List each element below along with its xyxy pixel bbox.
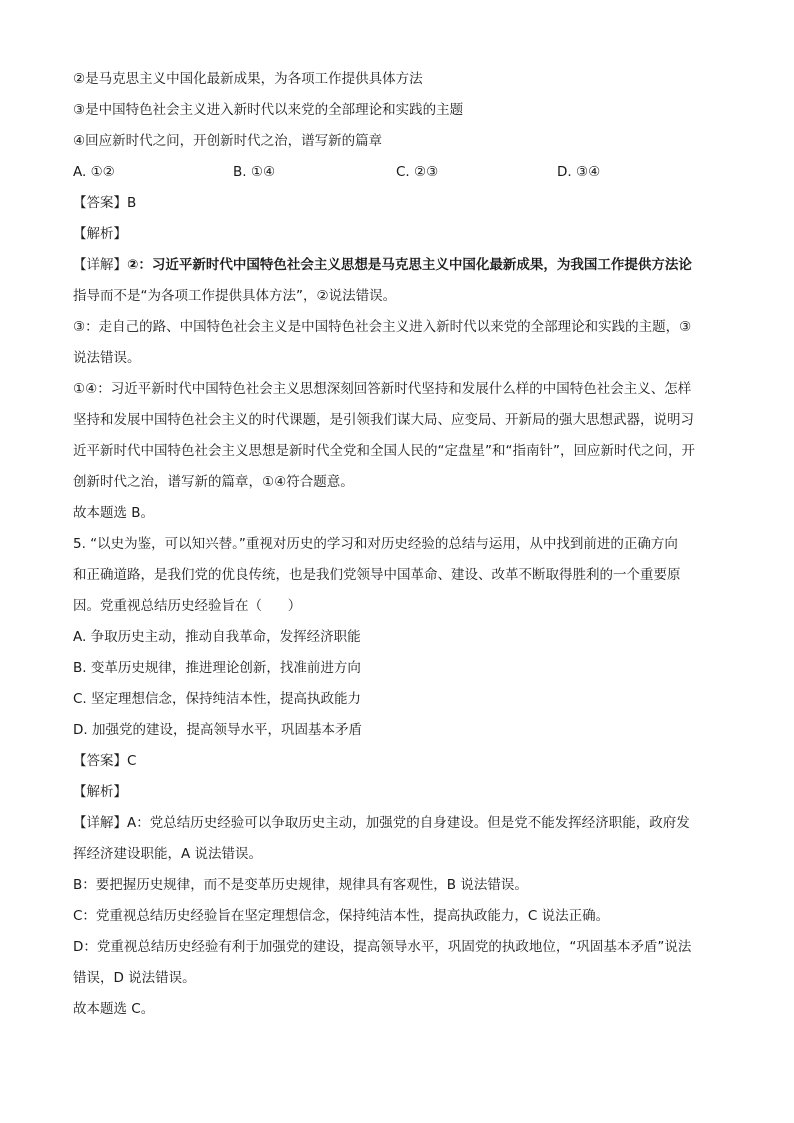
q5-answer — [73, 746, 723, 777]
q4-detail-line: 近平新时代中国特色社会主义思想是新时代全党和全国人民的“定盘星”和“指南针”，回应新时代之问，开 — [73, 443, 695, 459]
q4-detail-line: ③：走自己的路、中国特色社会主义是中国特色社会主义进入新时代以来党的全部理论和实践的主题，③ — [73, 319, 692, 335]
statement-3: ③是中国特色社会主义进入新时代以来党的全部理论和实践的主题 — [73, 102, 464, 118]
q4-detail-line: 创新时代之治，谱写新的篇章，①④符合题意。 — [73, 474, 354, 490]
q5-option-a: A. 争取历史主动，推动自我革命，发挥经济职能 — [73, 629, 361, 645]
detail-text: ②：习近平新时代中国特色社会主义思想是马克思主义中国化最新成果，为我国工作提供方法论 — [127, 257, 692, 273]
q4-detail-line — [73, 250, 723, 281]
q5-detail-line: B：要把握历史规律，而不是变革历史规律，规律具有客观性，B 说法错误。 — [73, 877, 528, 893]
q4-options — [73, 157, 723, 188]
answer-value: B — [127, 195, 137, 211]
answer-value: C — [127, 753, 137, 769]
detail-label: 【详解】 — [73, 257, 127, 273]
statement-2: ②是马克思主义中国化最新成果，为各项工作提供具体方法 — [73, 71, 423, 87]
q5-stem-line: 和正确道路，是我们党的优良传统，也是我们党领导中国革命、建设、改革不断取得胜利的一个重要原 — [73, 567, 681, 583]
q5-option-d: D. 加强党的建设，提高领导水平，巩固基本矛盾 — [73, 722, 362, 738]
q5-stem-line: 5. “以史为鉴，可以知兴替。”重视对历史的学习和对历史经验的总结与运用，从中找到前进的正确方向 — [73, 536, 678, 552]
q4-detail-line: 指导而不是“为各项工作提供具体方法”，②说法错误。 — [73, 288, 397, 304]
statement-4: ④回应新时代之问，开创新时代之治，谱写新的篇章 — [73, 133, 383, 149]
answer-label: 【答案】 — [73, 753, 127, 769]
q4-conclusion: 故本题选 B。 — [73, 505, 155, 521]
q4-detail-line: 坚持和发展中国特色社会主义的时代课题，是引领我们谋大局、应变局、开新局的强大思想武器，说明习 — [73, 412, 694, 428]
detail-text: A：党总结历史经验可以争取历史主动，加强党的自身建设。但是党不能发挥经济职能，政府发 — [127, 815, 690, 831]
q5-option-c: C. 坚定理想信念，保持纯洁本性，提高执政能力 — [73, 691, 362, 707]
q4-option-a: A. ①② — [73, 164, 115, 180]
q5-detail-line: D：党重视总结历史经验有利于加强党的建设，提高领导水平，巩固党的执政地位，“巩固基本矛盾”说法 — [73, 939, 692, 955]
q5-detail-line: 挥经济建设职能，A 说法错误。 — [73, 846, 263, 862]
q5-detail-line: C：党重视总结历史经验旨在坚定理想信念，保持纯洁本性，提高执政能力，C 说法正确。 — [73, 908, 610, 924]
q5-stem-line: 因。党重视总结历史经验旨在（ ） — [73, 598, 302, 614]
q4-option-d: D. ③④ — [557, 164, 601, 180]
q5-option-b: B. 变革历史规律，推进理论创新，找准前进方向 — [73, 660, 361, 676]
q5-detail-line — [73, 808, 723, 839]
q5-analysis-label: 【解析】 — [73, 784, 127, 800]
q4-detail-line: 说法错误。 — [73, 350, 141, 366]
document-content — [73, 64, 723, 1025]
q4-analysis-label: 【解析】 — [73, 226, 127, 242]
q4-detail-line: ①④：习近平新时代中国特色社会主义思想深刻回答新时代坚持和发展什么样的中国特色社会主义、怎样 — [73, 381, 692, 397]
answer-label: 【答案】 — [73, 195, 127, 211]
q4-option-c: C. ②③ — [396, 164, 439, 180]
q5-detail-line: 错误，D 说法错误。 — [73, 970, 196, 986]
q5-conclusion: 故本题选 C。 — [73, 1001, 155, 1017]
q4-option-b: B. ①④ — [233, 164, 276, 180]
detail-label: 【详解】 — [73, 815, 127, 831]
q4-answer — [73, 188, 723, 219]
